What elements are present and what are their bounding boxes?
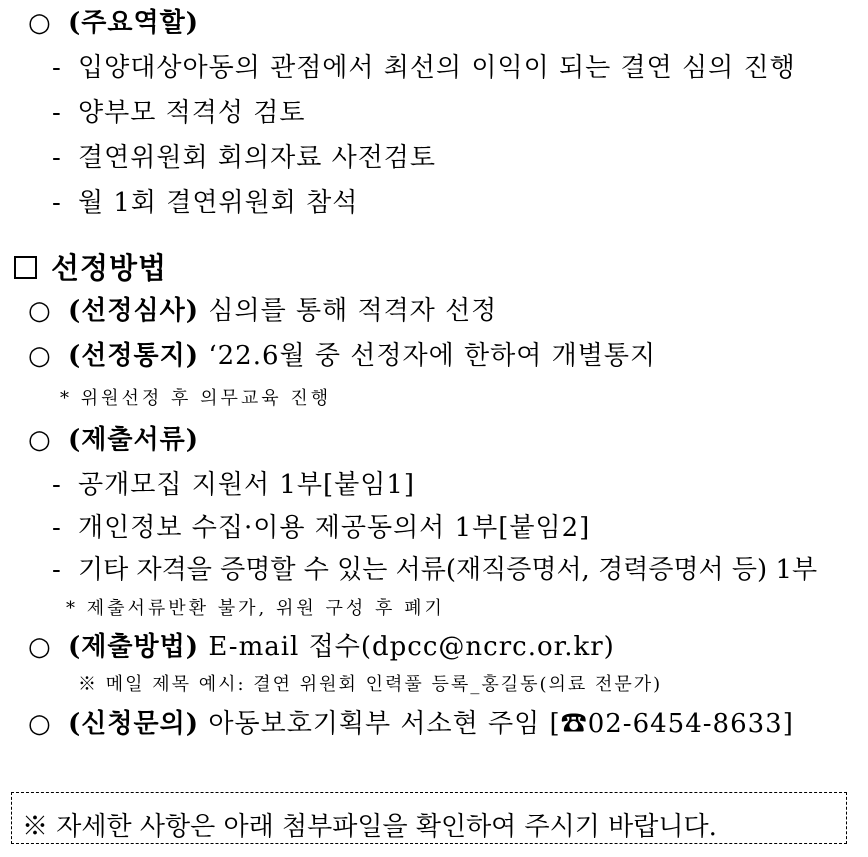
- dash-bullet: -: [52, 513, 62, 543]
- dash-bullet: -: [52, 470, 62, 500]
- notify-line: [28, 343, 656, 369]
- role-item: 양부모 적격성 검토: [78, 98, 306, 128]
- document-item: 공개모집 지원서 1부[붙임1]: [78, 470, 416, 500]
- list-item: [52, 557, 817, 583]
- circle-bullet: ○: [28, 8, 52, 38]
- inquiry-line: [28, 711, 794, 737]
- review-line: [28, 298, 497, 324]
- documents-note: * 제출서류반환 불가, 위원 구성 후 폐기: [66, 598, 445, 619]
- square-bullet-icon: [14, 256, 37, 279]
- dash-bullet: -: [52, 98, 62, 128]
- method-heading-line: [14, 251, 168, 285]
- circle-bullet: ○: [28, 425, 52, 455]
- role-item: 입양대상아동의 관점에서 최선의 이익이 되는 결연 심의 진행: [78, 53, 796, 83]
- circle-bullet: ○: [28, 632, 52, 662]
- list-item: [52, 55, 796, 81]
- phone-icon: ☎: [560, 709, 588, 739]
- dash-bullet: -: [52, 555, 62, 585]
- dash-bullet: -: [52, 188, 62, 218]
- roles-title-line: [28, 10, 199, 36]
- role-item: 결연위원회 회의자료 사전검토: [78, 143, 437, 173]
- notify-title: (선정통지): [68, 341, 200, 371]
- review-title: (선정심사): [68, 296, 200, 326]
- submission-title: (제출방법): [68, 632, 200, 662]
- documents-title: (제출서류): [68, 425, 200, 455]
- role-item: 월 1회 결연위원회 참석: [78, 188, 359, 218]
- circle-bullet: ○: [28, 709, 52, 739]
- list-item: [52, 472, 415, 498]
- review-text: 심의를 통해 적격자 선정: [208, 296, 498, 326]
- dash-bullet: -: [52, 53, 62, 83]
- list-item: [52, 145, 436, 171]
- roles-title: (주요역할): [68, 8, 200, 38]
- submission-note: ※ 메일 제목 예시: 결연 위원회 인력풀 등록_홍길동(의료 전문가): [78, 674, 663, 695]
- notice-box: [11, 792, 847, 844]
- list-item: [52, 515, 590, 541]
- submission-line: [28, 634, 615, 660]
- circle-bullet: ○: [28, 341, 52, 371]
- inquiry-bracket: ]: [782, 709, 794, 739]
- notice-text: ※ 자세한 사항은 아래 첨부파일을 확인하여 주시기 바랍니다.: [22, 812, 717, 842]
- dash-bullet: -: [52, 143, 62, 173]
- notify-text: ‘22.6월 중 선정자에 한하여 개별통지: [208, 341, 657, 371]
- circle-bullet: ○: [28, 296, 52, 326]
- documents-title-line: [28, 427, 199, 453]
- submission-text: E-mail 접수(dpcc@ncrc.or.kr): [208, 632, 615, 662]
- inquiry-text: 아동보호기획부 서소현 주임 [: [208, 709, 561, 739]
- method-heading: 선정방법: [51, 251, 168, 285]
- list-item: [52, 190, 358, 216]
- inquiry-title: (신청문의): [68, 709, 200, 739]
- document-item: 기타 자격을 증명할 수 있는 서류(재직증명서, 경력증명서 등) 1부: [78, 555, 818, 585]
- document-item: 개인정보 수집·이용 제공동의서 1부[붙임2]: [78, 513, 591, 543]
- notify-note: * 위원선정 후 의무교육 진행: [60, 388, 332, 409]
- list-item: [52, 100, 305, 126]
- inquiry-phone: 02-6454-8633: [587, 709, 783, 739]
